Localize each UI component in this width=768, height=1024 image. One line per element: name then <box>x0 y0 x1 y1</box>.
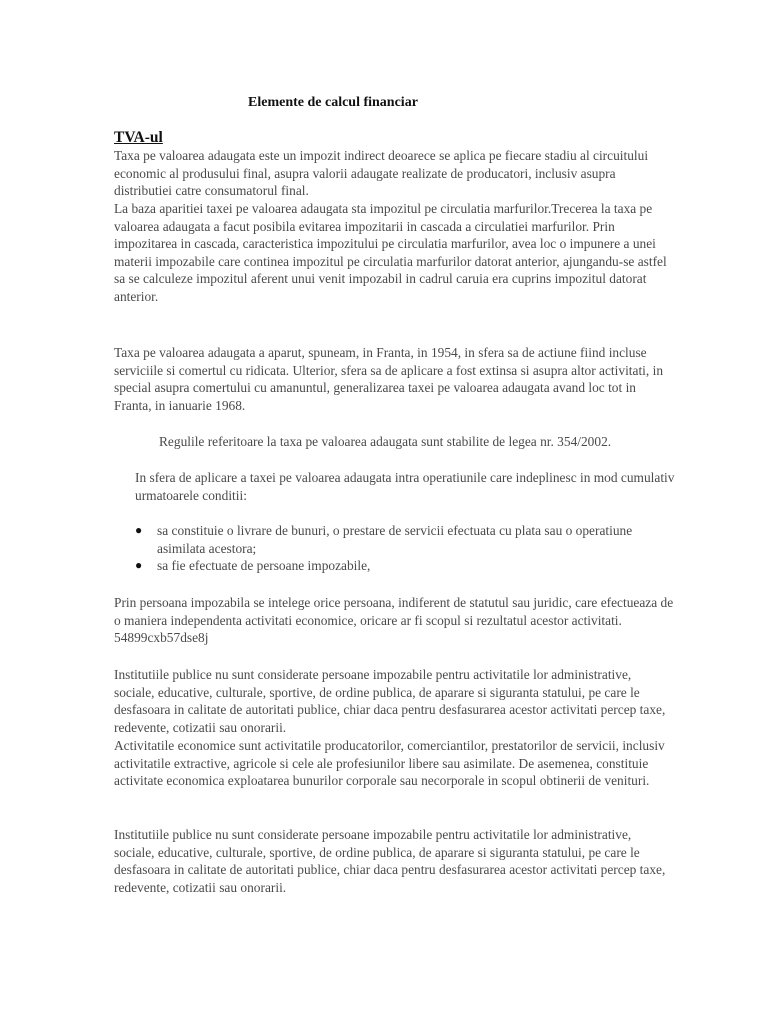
list-item: ● sa fie efectuate de persoane impozabile, <box>135 558 371 574</box>
conditions-list <box>135 522 675 575</box>
bullet-icon: ● <box>135 523 143 537</box>
paragraph-public-institutions-repeat: Institutiile publice nu sunt considerate persoane impozabile pentru activitatile lor administrative, sociale, educative, culturale, sportive, de ordine publica, de aparare si siguranta statului, pe care le desfasoara in calitate de autoritati publice, chiar daca pentru desfasurarea acestor activitati percep taxe, redevente, cotizatii sau onorarii. <box>114 827 666 895</box>
paragraph-origin: La baza aparitiei taxei pe valoarea adaugata sta impozitul pe circulatia marfurilor.Trecerea la taxa pe valoarea adaugata a facut posibila evitarea impozitarii in cascada a circulatiei marfurilor. Prin impozitarea in cascada, caracteristica impozitului pe circulatia marfurilor, avea loc o impunere a unei materii impozabile care continea impozitul pe circulatia marfurilor datorat anterior, ajungandu-se astfel sa se calculeze impozitul aferent unui venit impozabil in cadrul caruia era cuprins impozitul datorat anterior. <box>114 201 667 304</box>
paragraph-law: Regulile referitoare la taxa pe valoarea adaugata sunt stabilite de legea nr. 354/2002. <box>159 434 612 449</box>
paragraph-economic-activities: Activitatile economice sunt activitatile producatorilor, comerciantilor, prestatorilor de servicii, inclusiv activitatile extractive, agricole si cele ale profesiunilor libere sau asimilate. De asemenea, constituie activitate economica exploatarea bunurilor corporale sau necorporale in scopul obtinerii de venituri. <box>114 738 665 789</box>
paragraph-intro: Taxa pe valoarea adaugata este un impozit indirect deoarece se aplica pe fiecare stadiu al circuitului economic al produsului final, asupra valorii adaugate realizate de producatori, inclusiv asupra distributiei catre consumatorul final. <box>114 148 649 199</box>
document-title: Elemente de calcul financiar <box>248 95 418 110</box>
list-item: ● sa constituie o livrare de bunuri, o prestare de servicii efectuata cu plata sau o operatiune asimilata acestora; <box>135 523 633 556</box>
paragraph-scope: In sfera de aplicare a taxei pe valoarea adaugata intra operatiunile care indeplinesc in mod cumulativ urmatoarele conditii: <box>135 470 675 503</box>
paragraph-taxable-person: Prin persoana impozabila se intelege orice persoana, indiferent de statutul sau juridic, care efectueaza de o maniera independenta activitati economice, oricare ar fi scopul si rezultatul acestor activitati. 54899cxb57dse8j <box>114 595 674 646</box>
section-heading: TVA-ul <box>114 129 163 146</box>
paragraph-history: Taxa pe valoarea adaugata a aparut, spuneam, in Franta, in 1954, in sfera sa de actiune fiind incluse serviciile si comertul cu ridicata. Ulterior, sfera sa de aplicare a fost extinsa si asupra altor activitati, in special asupra comertului cu amanuntul, generalizarea taxei pe valoarea adaugata avand loc tot in Franta, in ianuarie 1968. <box>114 345 664 413</box>
paragraph-public-institutions: Institutiile publice nu sunt considerate persoane impozabile pentru activitatile lor administrative, sociale, educative, culturale, sportive, de ordine publica, de aparare si siguranta statului, pe care le desfasoara in calitate de autoritati publice, chiar daca pentru desfasurarea acestor activitati percep taxe, redevente, cotizatii sau onorarii. <box>114 667 666 735</box>
bullet-icon: ● <box>135 558 143 573</box>
